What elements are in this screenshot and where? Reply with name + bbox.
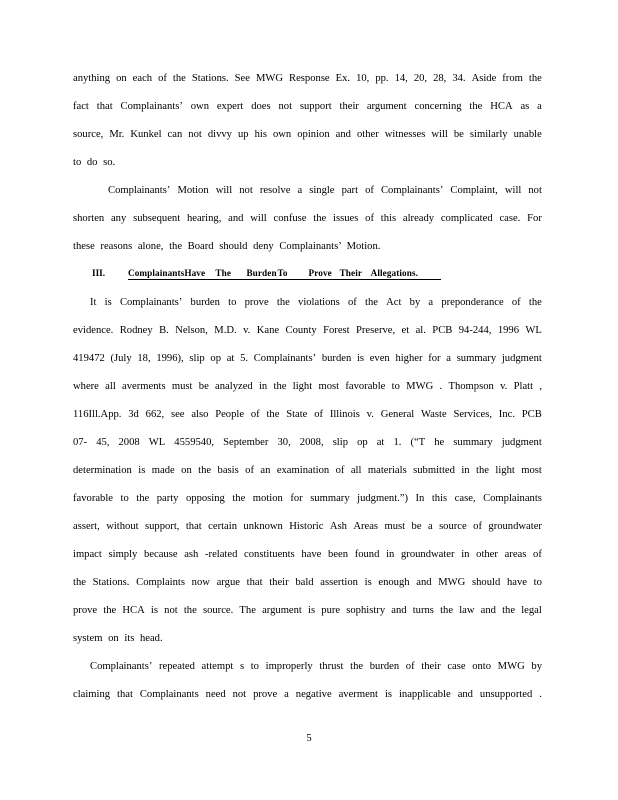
body-line: the Stations. Complaints now argue that their bald assertion is enough and MWG should have to [73,577,542,588]
section-heading [92,268,441,280]
body-line: evidence. Rodney B. Nelson, M.D. v. Kane County Forest Preserve, et al. PCB 94-244, 1996 WL [73,325,542,336]
body-line: impact simply because ash -related constituents have been found in groundwater in other areas of [73,549,542,560]
body-line: assert, without support, that certain unknown Historic Ash Areas must be a source of groundwater [73,521,542,532]
body-line: these reasons alone, the Board should deny Complainants’ Motion. [73,241,381,252]
section-title-text: Complainants Have The Burden To Prove Their Allegations. [128,268,419,278]
body-line: where all averments must be analyzed in the light most favorable to MWG . Thompson v. Platt , [73,381,542,392]
body-line: It is Complainants’ burden to prove the violations of the Act by a preponderance of the [90,297,542,308]
body-line: fact that Complainants’ own expert does not support their argument concerning the HCA as a [73,101,542,112]
body-line: favorable to the party opposing the motion for summary judgment.”) In this case, Complainants [73,493,542,504]
body-line: Complainants’ Motion will not resolve a single part of Complainants’ Complaint, will not [108,185,542,196]
body-line: 116Ill.App. 3d 662, see also People of the State of Illinois v. General Waste Services, Inc. PCB [73,409,542,420]
body-line: source, Mr. Kunkel can not divvy up his own opinion and other witnesses will be similarly unable [73,129,542,140]
page-number: 5 [306,733,312,744]
body-line: 07- 45, 2008 WL 4559540, September 30, 2008, slip op at 1. (“T he summary judgment [73,437,542,448]
body-line: anything on each of the Stations. See MWG Response Ex. 10, pp. 14, 20, 28, 34. Aside from the [73,73,542,84]
body-line: claiming that Complainants need not prove a negative averment is inapplicable and unsupported . [73,689,542,700]
body-line: determination is made on the basis of an examination of all materials submitted in the light most [73,465,542,476]
section-number: III. [92,268,106,278]
body-line: to do so. [73,157,116,168]
body-line: prove the HCA is not the source. The argument is pure sophistry and turns the law and the legal [73,605,542,616]
body-line: Complainants’ repeated attempt s to improperly thrust the burden of their case onto MWG by [90,661,542,672]
section-title [128,268,441,280]
body-line: shorten any subsequent hearing, and will confuse the issues of this already complicated case. For [73,213,542,224]
body-line: system on its head. [73,633,163,644]
body-line: 419472 (July 18, 1996), slip op at 5. Complainants’ burden is even higher for a summary judgment [73,353,542,364]
